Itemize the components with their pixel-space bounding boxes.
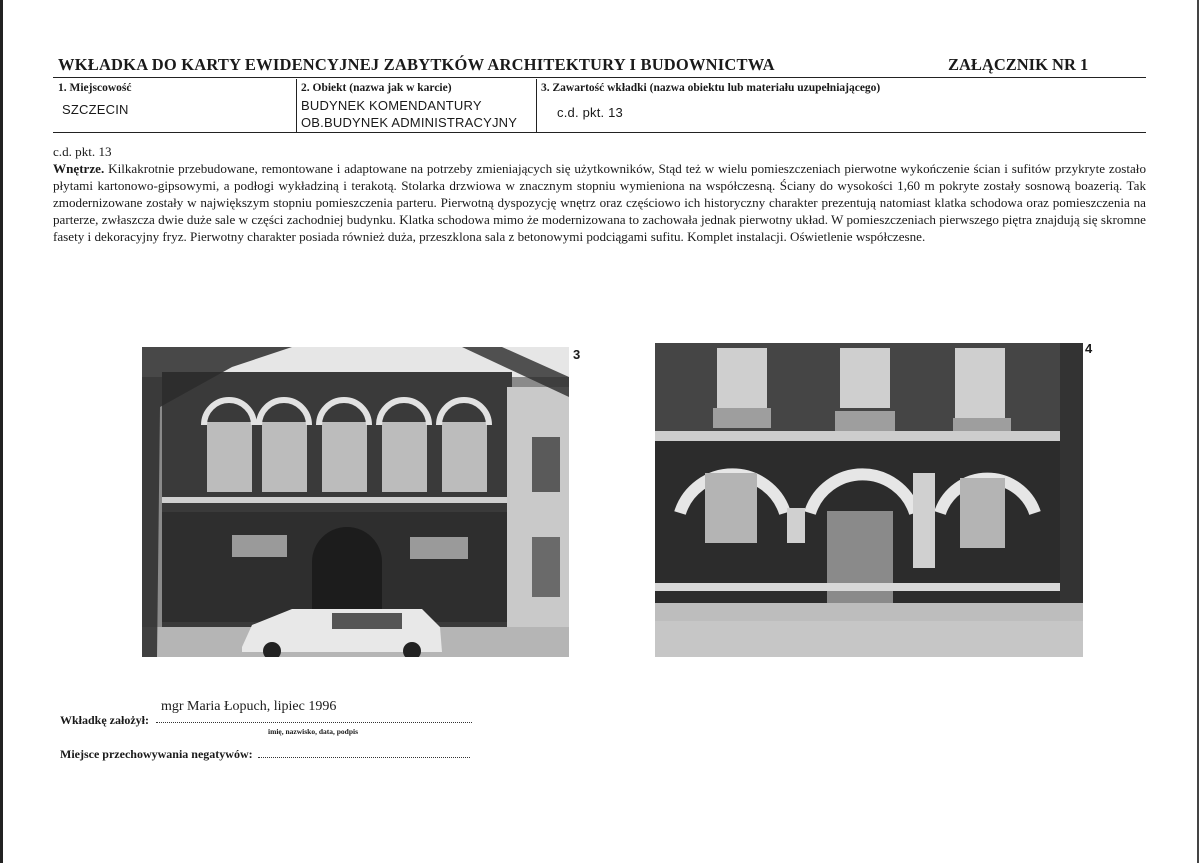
description (53, 143, 1146, 245)
created-by-dotted-line (156, 722, 472, 723)
description-paragraph (53, 160, 1146, 245)
photo-building-entrance-image (655, 343, 1083, 657)
created-by-label: Wkładkę założył: (60, 713, 149, 727)
negatives-location-label: Miejsce przechowywania negatywów: (60, 747, 253, 761)
header-bottom-rule (53, 132, 1146, 133)
content-value: c.d. pkt. 13 (557, 105, 623, 120)
annex-number: ZAŁĄCZNIK NR 1 (948, 55, 1089, 74)
locality-value: SZCZECIN (62, 102, 129, 117)
created-by-hint: imię, nazwisko, data, podpis (268, 727, 359, 736)
photo-building-corner-image (142, 347, 569, 657)
author-signature: mgr Maria Łopuch, lipiec 1996 (161, 699, 337, 714)
continued-note: c.d. pkt. 13 (53, 144, 112, 159)
photo-building-entrance (655, 343, 1083, 657)
field-divider-1 (296, 79, 297, 133)
photo-number-4: 4 (1085, 341, 1093, 356)
content-label: 3. Zawartość wkładki (nazwa obiektu lub materiału uzupełniającego) (541, 82, 881, 94)
locality-label: 1. Miejscowość (58, 82, 132, 94)
object-value-line2: OB.BUDYNEK ADMINISTRACYJNY (301, 115, 518, 130)
photo-building-corner (142, 347, 569, 657)
field-divider-2 (536, 79, 537, 133)
description-text: Kilkakrotnie przebudowane, remontowane i adaptowane na potrzeby zmieniających się użytkowników, Stąd też w wielu pomieszczeniach pierwotne wykończenie ścian i sufitów przykryte zostało płytami kartonowo-gipsowymi, a podłogi wykładziną i terakotą. Stolarka drzwiowa w znacznym stopniu wymieniona na współczesną. Ściany do wysokości 1,60 m pokryte zostały sosnową boazerią. Tak zmodernizowane zostały w największym stopniu pomieszczenia parteru. Pierwotną dyspozycję wnętrz oraz częściowo ich historyczny charakter prezentują natomiast klatka schodowa oraz pomieszczenia na parterze, zwłaszcza dwie duże sale w części zachodniej budynku. Klatka schodowa mimo że modernizowana to zachowała jednak pierwotny układ. W pomieszczeniach pierwszego piętra znajdują się skromne fasety i dekoracyjny fryz. Pierwotny charakter posiada również duża, przeszklona sala z betonowymi podciągami sufitu. Komplet instalacji. Oświetlenie współczesne. (53, 161, 1146, 244)
header-top-rule (53, 77, 1146, 78)
form-title: WKŁADKA DO KARTY EWIDENCYJNEJ ZABYTKÓW ARCHITEKTURY I BUDOWNICTWA (58, 55, 775, 74)
description-heading: Wnętrze. (53, 161, 105, 176)
negatives-dotted-line (258, 757, 470, 758)
photo-number-3: 3 (573, 347, 581, 362)
object-value-line1: BUDYNEK KOMENDANTURY (301, 98, 482, 113)
object-label: 2. Obiekt (nazwa jak w karcie) (301, 82, 452, 94)
